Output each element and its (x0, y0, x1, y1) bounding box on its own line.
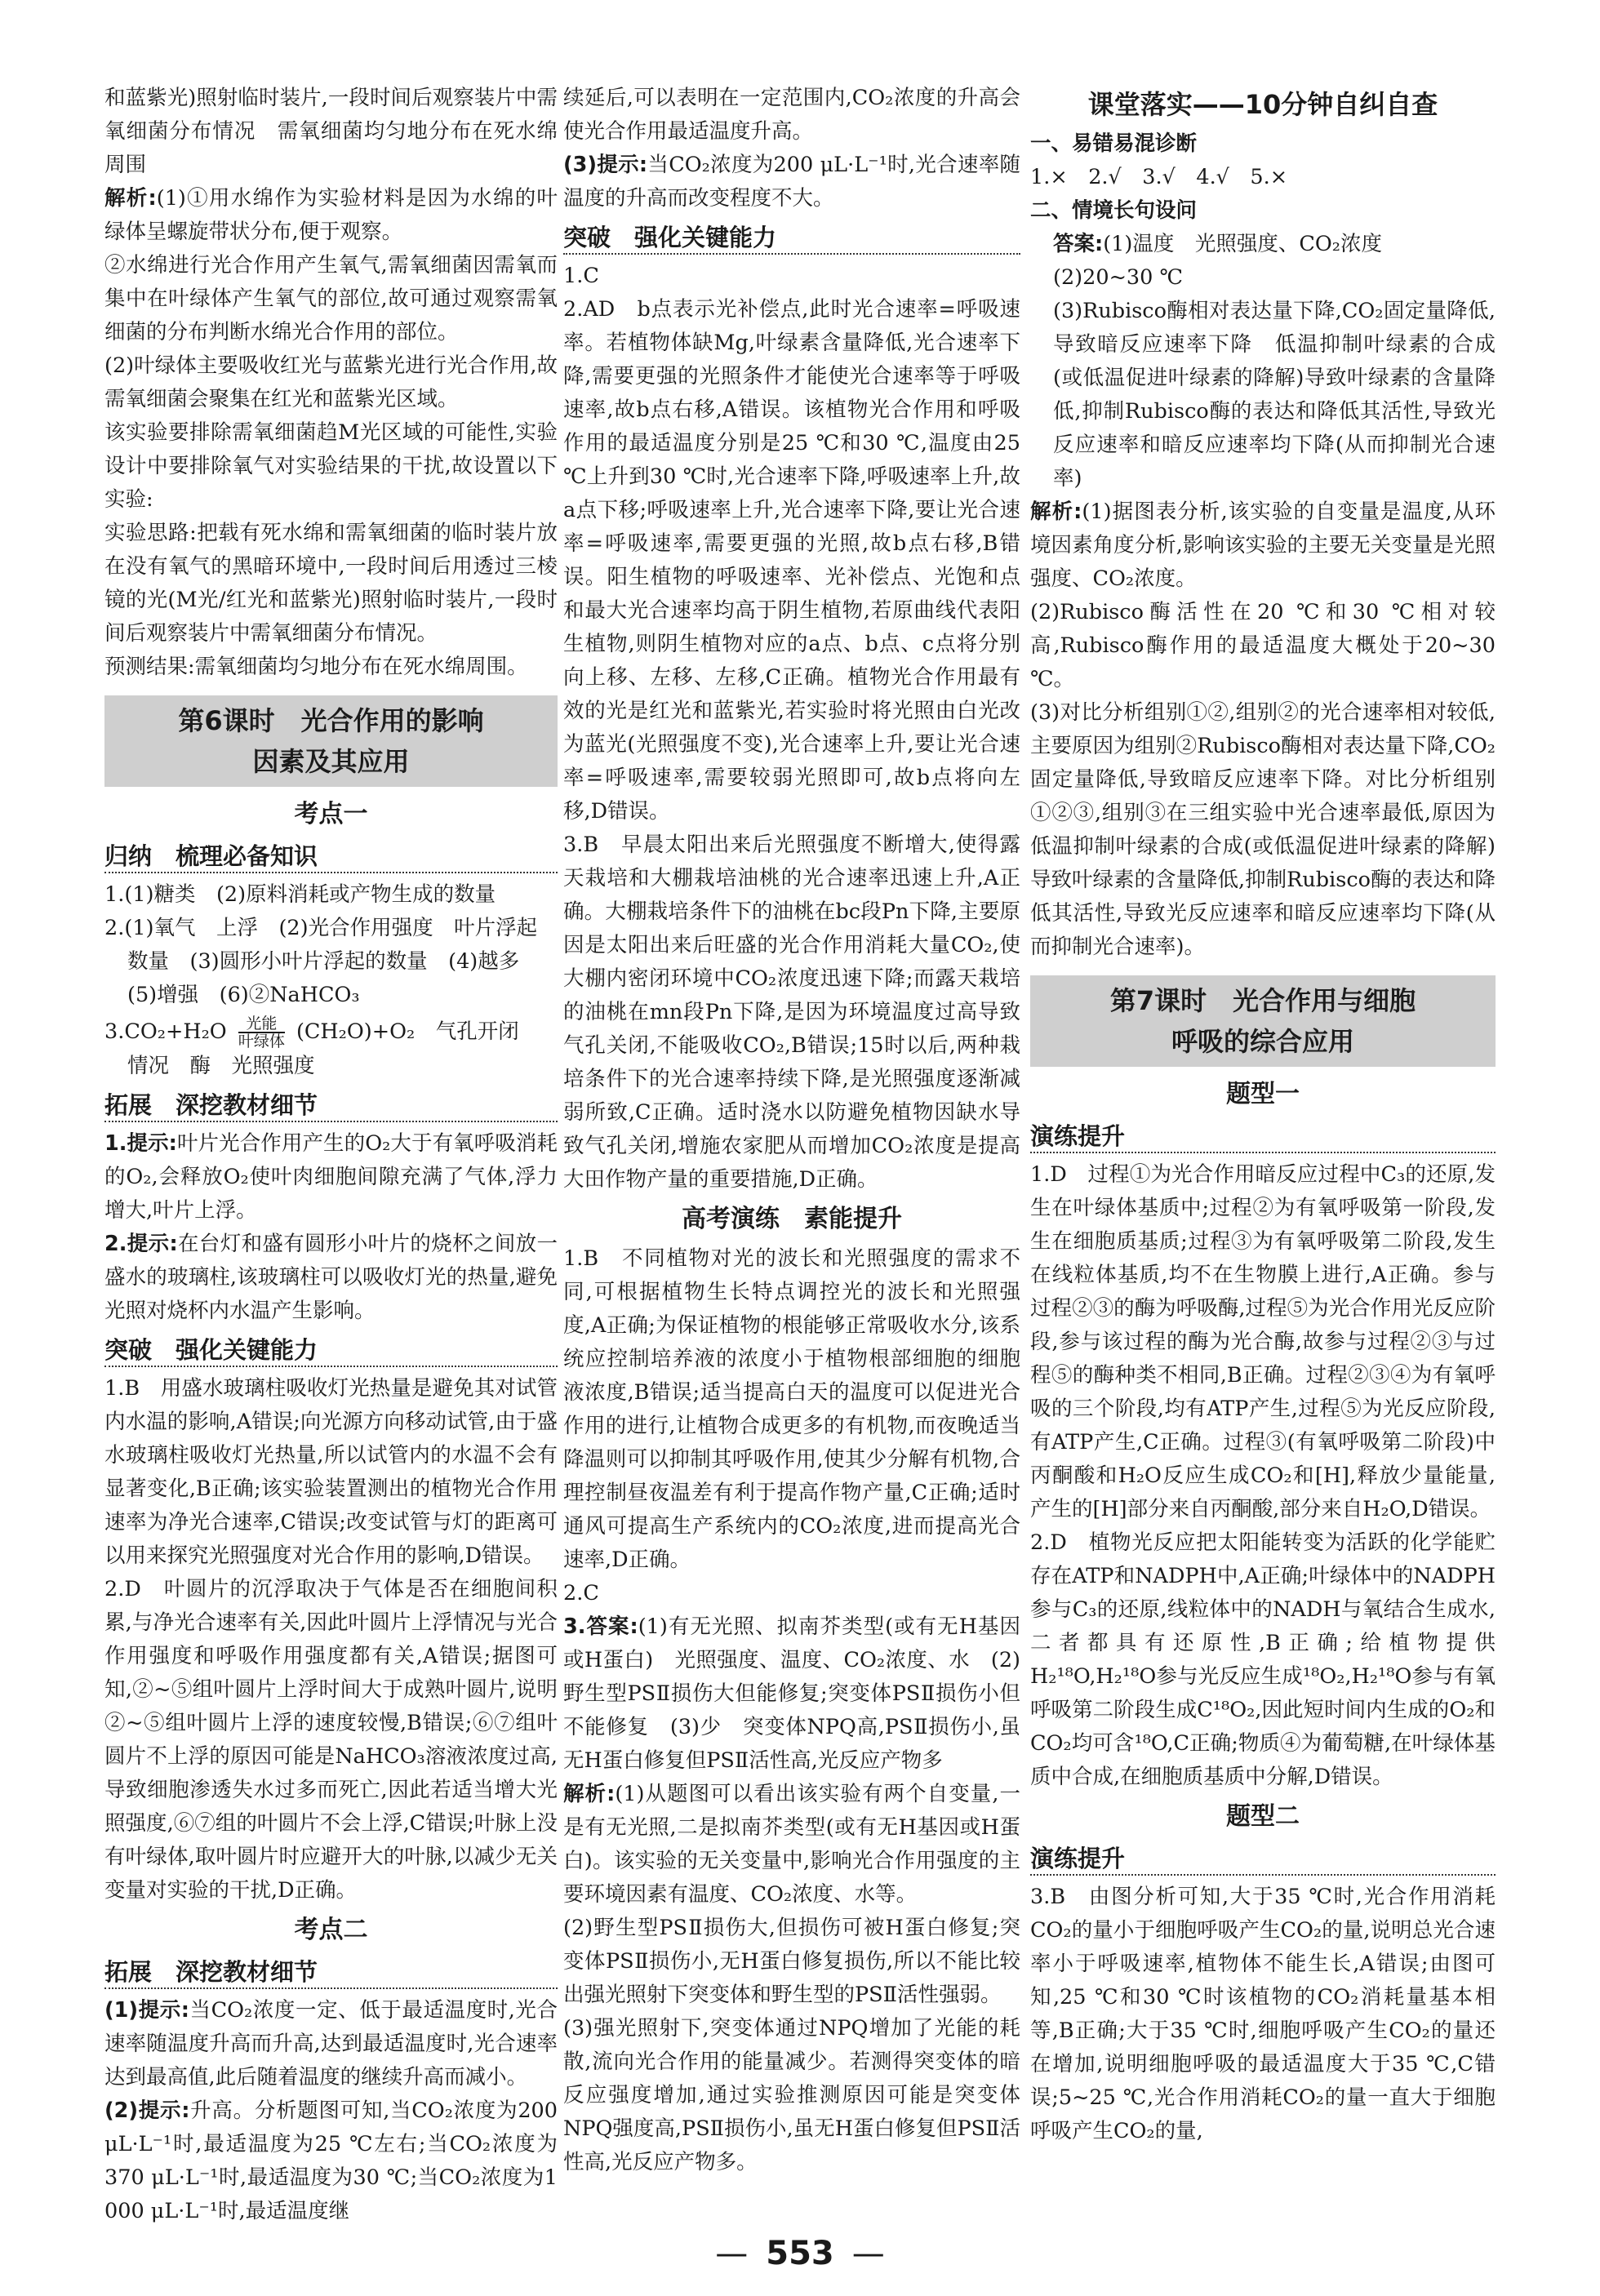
subsection-heading: 突破 强化关键能力 (104, 1336, 318, 1364)
section-heading: 题型二 (1226, 1802, 1300, 1831)
answer-line: (5)增强 (6)②NaHCO₃ (127, 983, 360, 1007)
text-paragraph: (3)对比分析组别①②,组别②的光合速率相对较低,主要原因为组别②Rubisco酶相对表达量下降,CO₂固定量降低,导致暗反应速率下降。对比分析组别①②③,组别③在三组实验中光合速率最低,原因为低温抑制叶绿素的合成(或低温促进叶绿素的降解)导致叶绿素的含量降低,抑制Rubisco酶的表达和降低其活性,导致光反应速率和暗反应速率均下降(从而抑制光合速率)。 (1030, 700, 1496, 959)
answer-paragraph: 2.D 叶圆片的沉浮取决于气体是否在细胞间积累,与净光合速率有关,因此叶圆片上浮情况与光合作用强度和呼吸作用强度都有关,A错误;据图可知,②~⑤组叶圆片上浮时间大于成熟叶圆片,说明②~⑤组叶圆片上浮的速度较慢,B错误;⑥⑦组叶圆片不上浮的原因可能是NaHCO₃溶液浓度过高,导致细胞渗透失水过多而死亡,因此若适当增大光照强度,⑥⑦组的叶圆片不会上浮,C错误;叶脉上没有叶绿体,取叶圆片时应避开大的叶脉,以减少无关变量对实验的干扰,D正确。 (104, 1577, 558, 1903)
answer-line: 2.C (563, 1581, 599, 1605)
answer-line: 1.(1)糖类 (2)原料消耗或产物生成的数量 (104, 882, 496, 907)
answer-line: 1.C (563, 264, 599, 288)
answer-line: 1.× 2.√ 3.√ 4.√ 5.× (1030, 165, 1288, 189)
lesson-banner: 第6课时 光合作用的影响 因素及其应用 (104, 695, 558, 787)
subsection-heading: 归纳 梳理必备知识 (104, 842, 318, 870)
answer-paragraph: 3.B 由图分析可知,大于35 ℃时,光合作用消耗CO₂的量小于细胞呼吸产生CO₂的量,说明总光合速率小于呼吸速率,植物体不能生长,A错误;由图可知,25 ℃和30 ℃时该植物的CO₂消耗量基本相等,B正确;大于35 ℃时,细胞呼吸产生CO₂的量还在增加,说明细胞呼吸的最适温度大于35 ℃,C错误;5~25 ℃,光合作用消耗CO₂的量一直大于细胞呼吸产生CO₂的量, (1030, 1885, 1496, 2143)
subsection-heading: 拓展 深挖教材细节 (104, 1091, 318, 1119)
subsection-label: 一、易错易混诊断 (1030, 131, 1198, 156)
answer-paragraph: 3.B 早晨太阳出来后光照强度不断增大,使得露天栽培和大棚栽培油桃的光合速率迅速上升,A正确。大棚栽培条件下的油桃在bc段Pn下降,主要原因是太阳出来后旺盛的光合作用消耗大量CO₂,使大棚内密闭环境中CO₂浓度迅速下降;而露天栽培的油桃在mn段Pn下降,是因为环境温度过高导致气孔关闭,不能吸收CO₂,B错误;15时以后,两种栽培条件下的光合速率持续下降,是光照强度逐渐减弱所致,C正确。适时浇水以防避免植物因缺水导致气孔关闭,增施农家肥从而增加CO₂浓度是提高大田作物产量的重要措施,D正确。 (563, 833, 1020, 1192)
text-paragraph: (2)野生型PSⅡ损伤大,但损伤可被H蛋白修复;突变体PSⅡ损伤小,无H蛋白修复损伤,所以不能比较出强光照射下突变体和野生型的PSⅡ活性强弱。 (563, 1916, 1020, 2007)
text-paragraph: 续延后,可以表明在一定范围内,CO₂浓度的升高会使光合作用最适温度升高。 (563, 86, 1020, 144)
answer-line: 2.(1)氧气 上浮 (2)光合作用强度 叶片浮起 (104, 916, 538, 940)
subsection-heading: 演练提升 (1030, 1845, 1126, 1872)
subsection-heading: 拓展 深挖教材细节 (104, 1958, 318, 1986)
formula-line: 3.CO₂+H₂O 光能 叶绿体 (CH₂O)+O₂ 气孔开闭 (104, 1015, 519, 1050)
text-paragraph: (2)叶绿体主要吸收红光与蓝紫光进行光合作用,故需氧细菌会聚集在红光和蓝紫光区域。 (104, 353, 558, 411)
hint-paragraph: (2)提示:升高。分析题图可知,当CO₂浓度为200 μL·L⁻¹时,最适温度为25 ℃左右;当CO₂浓度为370 μL·L⁻¹时,最适温度为30 ℃;当CO₂浓度为1 000 μL·L⁻¹时,最适温度继 (104, 2098, 558, 2223)
answer-paragraph: 1.D 过程①为光合作用暗反应过程中C₃的还原,发生在叶绿体基质中;过程②为有氧呼吸第一阶段,发生在细胞质基质;过程③为有氧呼吸第二阶段,发生在线粒体基质,均不在生物膜上进行,A正确。参与过程②③的酶为呼吸酶,过程⑤为光合作用光反应阶段,参与该过程的酶为光合酶,故参与过程②③与过程⑤的酶种类不相同,B正确。过程②③④为有氧呼吸的三个阶段,均有ATP产生,过程⑤为光反应阶段,有ATP产生,C正确。过程③(有氧呼吸第二阶段)中丙酮酸和H₂O反应生成CO₂和[H],释放少量能量,产生的[H]部分来自丙酮酸,部分来自H₂O,D错误。 (1030, 1162, 1496, 1521)
analysis-paragraph: 解析:(1)据图表分析,该实验的自变量是温度,从环境因素角度分析,影响该实验的主要无关变量是光照强度、CO₂浓度。 (1030, 500, 1496, 591)
hint-paragraph: (1)提示:当CO₂浓度一定、低于最适温度时,光合速率随温度升高而升高,达到最适温度时,光合速率达到最高值,此后随着温度的继续升高而减小。 (104, 1998, 558, 2089)
section-heading: 课堂落实——10分钟自纠自查 (1087, 89, 1438, 120)
analysis-paragraph: 解析:(1)从题图可以看出该实验有两个自变量,一是有无光照,二是拟南芥类型(或有无H基因或H蛋白)。该实验的无关变量中,影响光合作用强度的主要环境因素有温度、CO₂浓度、水等。 (563, 1782, 1020, 1907)
text-paragraph: 实验思路:把载有死水绵和需氧细菌的临时装片放在没有氧气的黑暗环境中,一段时间后用透过三棱镜的光(M光/红光和蓝紫光)照射临时装片,一段时间后观察装片中需氧细菌分布情况。 (104, 521, 558, 646)
answer-paragraph: 2.D 植物光反应把太阳能转变为活跃的化学能贮存在ATP和NADPH中,A正确;叶绿体中的NADPH参与C₃的还原,线粒体中的NADH与氧结合生成水,二者都具有还原性,B正确;给植物提供H₂¹⁸O,H₂¹⁸O参与光反应生成¹⁸O₂,H₂¹⁸O参与有氧呼吸第二阶段生成C¹⁸O₂,因此短时间内生成的O₂和CO₂均可含¹⁸O,C正确;物质④为葡萄糖,在叶绿体基质中合成,在细胞质基质中分解,D错误。 (1030, 1530, 1496, 1789)
subsection-heading: 演练提升 (1030, 1122, 1126, 1150)
text-paragraph: ②水绵进行光合作用产生氧气,需氧细菌因需氧而集中在叶绿体产生氧气的部位,故可通过观察需氧细菌的分布判断水绵光合作用的部位。 (104, 253, 558, 344)
section-heading: 考点一 (294, 800, 368, 828)
column-right (1030, 82, 1496, 2148)
section-heading: 题型一 (1226, 1080, 1300, 1108)
hint-paragraph: 1.提示:叶片光合作用产生的O₂大于有氧呼吸消耗的O₂,会释放O₂使叶肉细胞间隙充满了气体,浮力增大,叶片上浮。 (104, 1131, 558, 1223)
subsection-heading: 突破 强化关键能力 (563, 224, 777, 251)
answer-paragraph: (3)Rubisco酶相对表达量下降,CO₂固定量降低,导致暗反应速率下降 低温抑制叶绿素的合成(或低温促进叶绿素的降解)导致叶绿素的含量降低,抑制Rubisco酶的表达和降低其活性,导致光反应速率和暗反应速率均下降(从而抑制光合速率) (1053, 299, 1496, 491)
text-paragraph: (3)强光照射下,突变体通过NPQ增加了光能的耗散,流向光合作用的能量减少。若测得突变体的暗反应强度增加,通过实验推测原因可能是突变体NPQ强度高,PSⅡ损伤小,虽无H蛋白修复但PSⅡ活性高,光反应产物多。 (563, 2016, 1020, 2174)
section-heading: 考点二 (294, 1916, 368, 1944)
column-middle (563, 82, 1020, 2179)
analysis-label: 解析: (104, 186, 157, 211)
answer-paragraph: 2.AD b点表示光补偿点,此时光合速率=呼吸速率。若植物体缺Mg,叶绿素含量降低,光合速率下降,需要更强的光照条件才能使光合速率等于呼吸速率,故b点右移,A错误。该植物光合作用和呼吸作用的最适温度分别是25 ℃和30 ℃,温度由25 ℃上升到30 ℃时,光合速率下降,呼吸速率上升,故a点下移;呼吸速率上升,光合速率下降,要让光合速率=呼吸速率,需要更强的光照,故b点右移,B错误。阳生植物的呼吸速率、光补偿点、光饱和点和最大光合速率均高于阴生植物,若原曲线代表阳生植物,则阴生植物对应的a点、b点、c点将分别向上移、左移、左移,C正确。植物光合作用最有效的光是红光和蓝紫光,若实验时将光照由白光改为蓝光(光照强度不变),光合速率上升,要让光合速率=呼吸速率,需要较弱光照即可,故b点将向左移,D错误。 (563, 297, 1020, 824)
answer-line: 情况 酶 光照强度 (127, 1054, 315, 1078)
page-number: — 553 — (715, 2235, 885, 2272)
section-heading: 高考演练 素能提升 (682, 1205, 902, 1233)
lesson-banner: 第7课时 光合作用与细胞 呼吸的综合应用 (1030, 975, 1496, 1067)
text-paragraph: 该实验要排除需氧细菌趋M光区域的可能性,实验设计中要排除氧气对实验结果的干扰,故设置以下实验: (104, 420, 558, 512)
column-left (104, 82, 558, 2228)
text-paragraph: 和蓝紫光)照射临时装片,一段时间后观察装片中需氧细菌分布情况 需氧细菌均匀地分布在死水绵周围 (104, 86, 558, 177)
answer-line: (2)20~30 ℃ (1053, 265, 1184, 290)
analysis-paragraph: 解析:(1)①用水绵作为实验材料是因为水绵的叶绿体呈螺旋带状分布,便于观察。 (104, 186, 558, 244)
hint-paragraph: 2.提示:在台灯和盛有圆形小叶片的烧杯之间放一盛水的玻璃柱,该玻璃柱可以吸收灯光的热量,避免光照对烧杯内水温产生影响。 (104, 1232, 558, 1323)
answer-paragraph: 1.B 不同植物对光的波长和光照强度的需求不同,可根据植物生长特点调控光的波长和光照强度,A正确;为保证植物的根能够正常吸收水分,该系统应控制培养液的浓度小于植物根部细胞的细胞液浓度,B错误;适当提高白天的温度可以促进光合作用的进行,让植物合成更多的有机物,而夜晚适当降温则可以抑制其呼吸作用,使其少分解有机物,合理控制昼夜温差有利于提高作物产量,C正确;适时通风可提高生产系统内的CO₂浓度,进而提高光合速率,D正确。 (563, 1246, 1020, 1572)
answer-paragraph: 3.答案:(1)有无光照、拟南芥类型(或有无H基因或H蛋白) 光照强度、温度、CO₂浓度、水 (2)野生型PSⅡ损伤大但能修复;突变体PSⅡ损伤小但不能修复 (3)少 突变体NPQ高,PSⅡ损伤小,虽无H蛋白修复但PSⅡ活性高,光反应产物多 (563, 1614, 1020, 1773)
hint-paragraph: (3)提示:当CO₂浓度为200 μL·L⁻¹时,光合速率随温度的升高而改变程度不大。 (563, 153, 1020, 211)
subsection-label: 二、情境长句设问 (1030, 198, 1198, 223)
answer-paragraph: 1.B 用盛水玻璃柱吸收灯光热量是避免其对试管内水温的影响,A错误;向光源方向移动试管,由于盛水玻璃柱吸收灯光热量,所以试管内的水温不会有显著变化,B正确;该实验装置测出的植物光合作用速率为净光合速率,C错误;改变试管与灯的距离可以用来探究光照强度对光合作用的影响,D错误。 (104, 1376, 558, 1568)
answer-line: 答案:(1)温度 光照强度、CO₂浓度 (1053, 232, 1382, 256)
answer-line: 数量 (3)圆形小叶片浮起的数量 (4)越多 (127, 949, 520, 974)
text-paragraph: (2)Rubisco酶活性在20 ℃和30 ℃相对较高,Rubisco酶作用的最适温度大概处于20~30 ℃。 (1030, 600, 1496, 691)
text-paragraph: 预测结果:需氧细菌均匀地分布在死水绵周围。 (104, 655, 528, 679)
